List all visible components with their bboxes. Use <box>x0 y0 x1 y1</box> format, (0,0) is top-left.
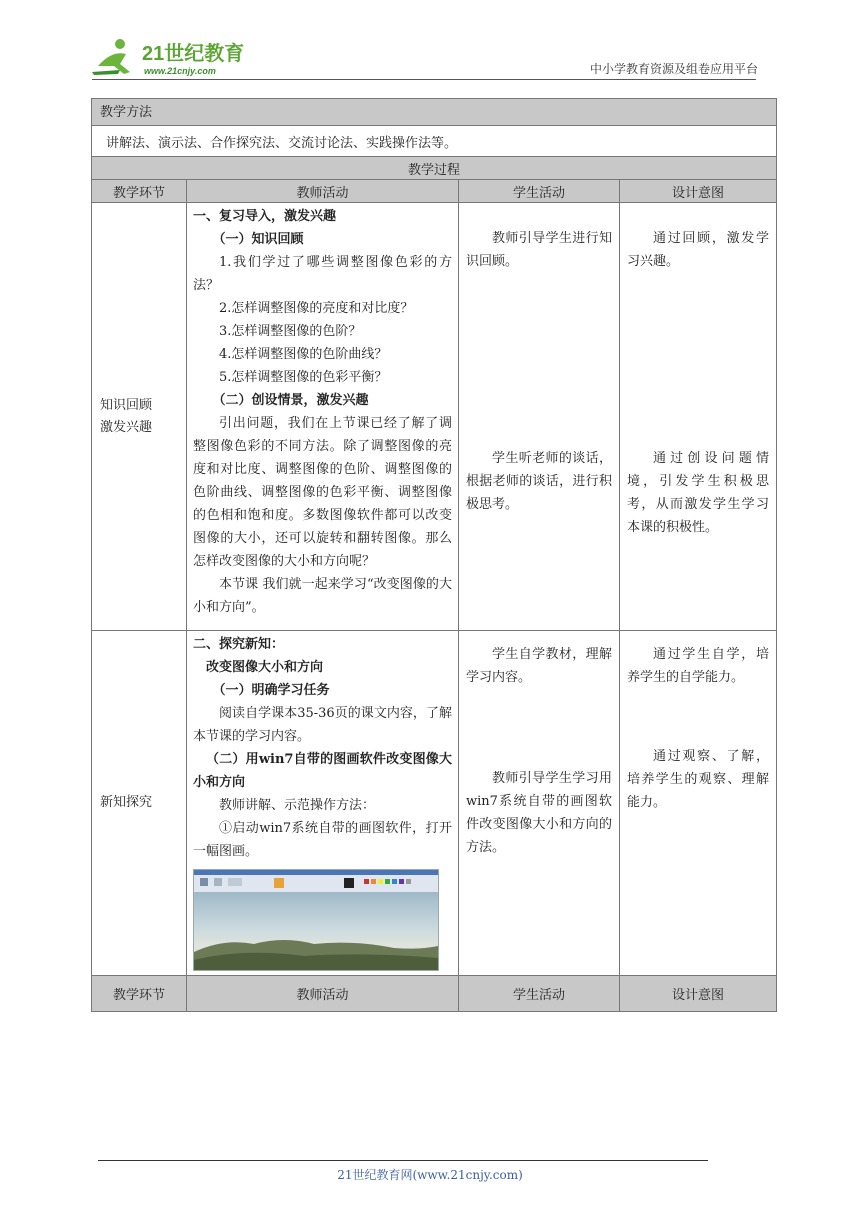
header-platform-name: 中小学教育资源及组卷应用平台 <box>589 62 758 76</box>
col-footer-intent: 设计意图 <box>620 976 777 1012</box>
student-activity-review: 教师引导学生进行知识回顾。 学生听老师的谈话，根据老师的谈话，进行积极思考。 <box>459 203 620 631</box>
svg-text:21世纪教育: 21世纪教育 <box>142 43 245 65</box>
table-footer-header <box>92 976 777 1012</box>
col-footer-stage: 教学环节 <box>92 976 187 1012</box>
lesson-plan-table <box>91 98 777 1012</box>
col-footer-teacher: 教师活动 <box>187 976 459 1012</box>
table-row <box>92 631 777 976</box>
col-header-intent: 设计意图 <box>620 180 777 203</box>
paint-screenshot-image <box>193 869 439 971</box>
stage-review: 知识回顾 激发兴趣 <box>92 203 187 631</box>
col-header-stage: 教学环节 <box>92 180 187 203</box>
design-intent-explore: 通过学生自学，培养学生的自学能力。 通过观察、了解，培养学生的观察、理解能力。 <box>620 631 777 976</box>
table-row <box>92 203 777 631</box>
teacher-activity-explore: 二、探究新知： 改变图像大小和方向 （一）明确学习任务 阅读自学课本35-36页的课文内容，了解本节课的学习内容。 （二）用win7自带的图画软件改变图像大小和方向 教师讲解、示范操作方法： ①启动win7系统自带的画图软件，打开一幅图画。 <box>187 631 459 976</box>
teacher-activity-review: 一、复习导入，激发兴趣 （一）知识回顾 1.我们学过了哪些调整图像色彩的方法？ 2.怎样调整图像的亮度和对比度？ 3.怎样调整图像的色阶？ 4.怎样调整图像的色阶曲线？ 5.怎样调整图像的色彩平衡？ （二）创设情景，激发兴趣 引出问题，我们在上节课已经了解了调整图像色彩的不同方法。除了调整图像的亮度和对比度、调整图像的色阶、调整图像的色阶曲线、调整图像的色彩平衡、调整图像的色相和饱和度。多数图像软件都可以改变图像的大小，还可以旋转和翻转图像。那么怎样改变图像的大小和方向呢？ 本节课 我们就一起来学习“改变图像的大小和方向”。 <box>187 203 459 631</box>
footer-link[interactable]: 21世纪教育网(www.21cnjy.com) <box>337 1168 523 1182</box>
paint-toolbar <box>194 870 438 892</box>
student-activity-explore: 学生自学教材，理解学习内容。 教师引导学生学习用win7系统自带的画图软件改变图像大小和方向的方法。 <box>459 631 620 976</box>
methods-label: 教学方法 <box>92 99 777 126</box>
page-header <box>90 30 758 80</box>
footer-divider <box>98 1160 708 1161</box>
svg-text:www.21cnjy.com: www.21cnjy.com <box>144 66 216 76</box>
header-divider <box>92 79 756 80</box>
stage-explore: 新知探究 <box>92 631 187 976</box>
col-header-student: 学生活动 <box>459 180 620 203</box>
col-header-teacher: 教师活动 <box>187 180 459 203</box>
methods-content: 讲解法、演示法、合作探究法、交流讨论法、实践操作法等。 <box>92 126 777 157</box>
process-title: 教学过程 <box>92 157 777 180</box>
design-intent-review: 通过回顾，激发学习兴趣。 通过创设问题情境，引发学生积极思考，从而激发学生学习本课的积极性。 <box>620 203 777 631</box>
landscape-picture <box>194 892 438 970</box>
col-footer-student: 学生活动 <box>459 976 620 1012</box>
site-logo <box>90 36 260 78</box>
